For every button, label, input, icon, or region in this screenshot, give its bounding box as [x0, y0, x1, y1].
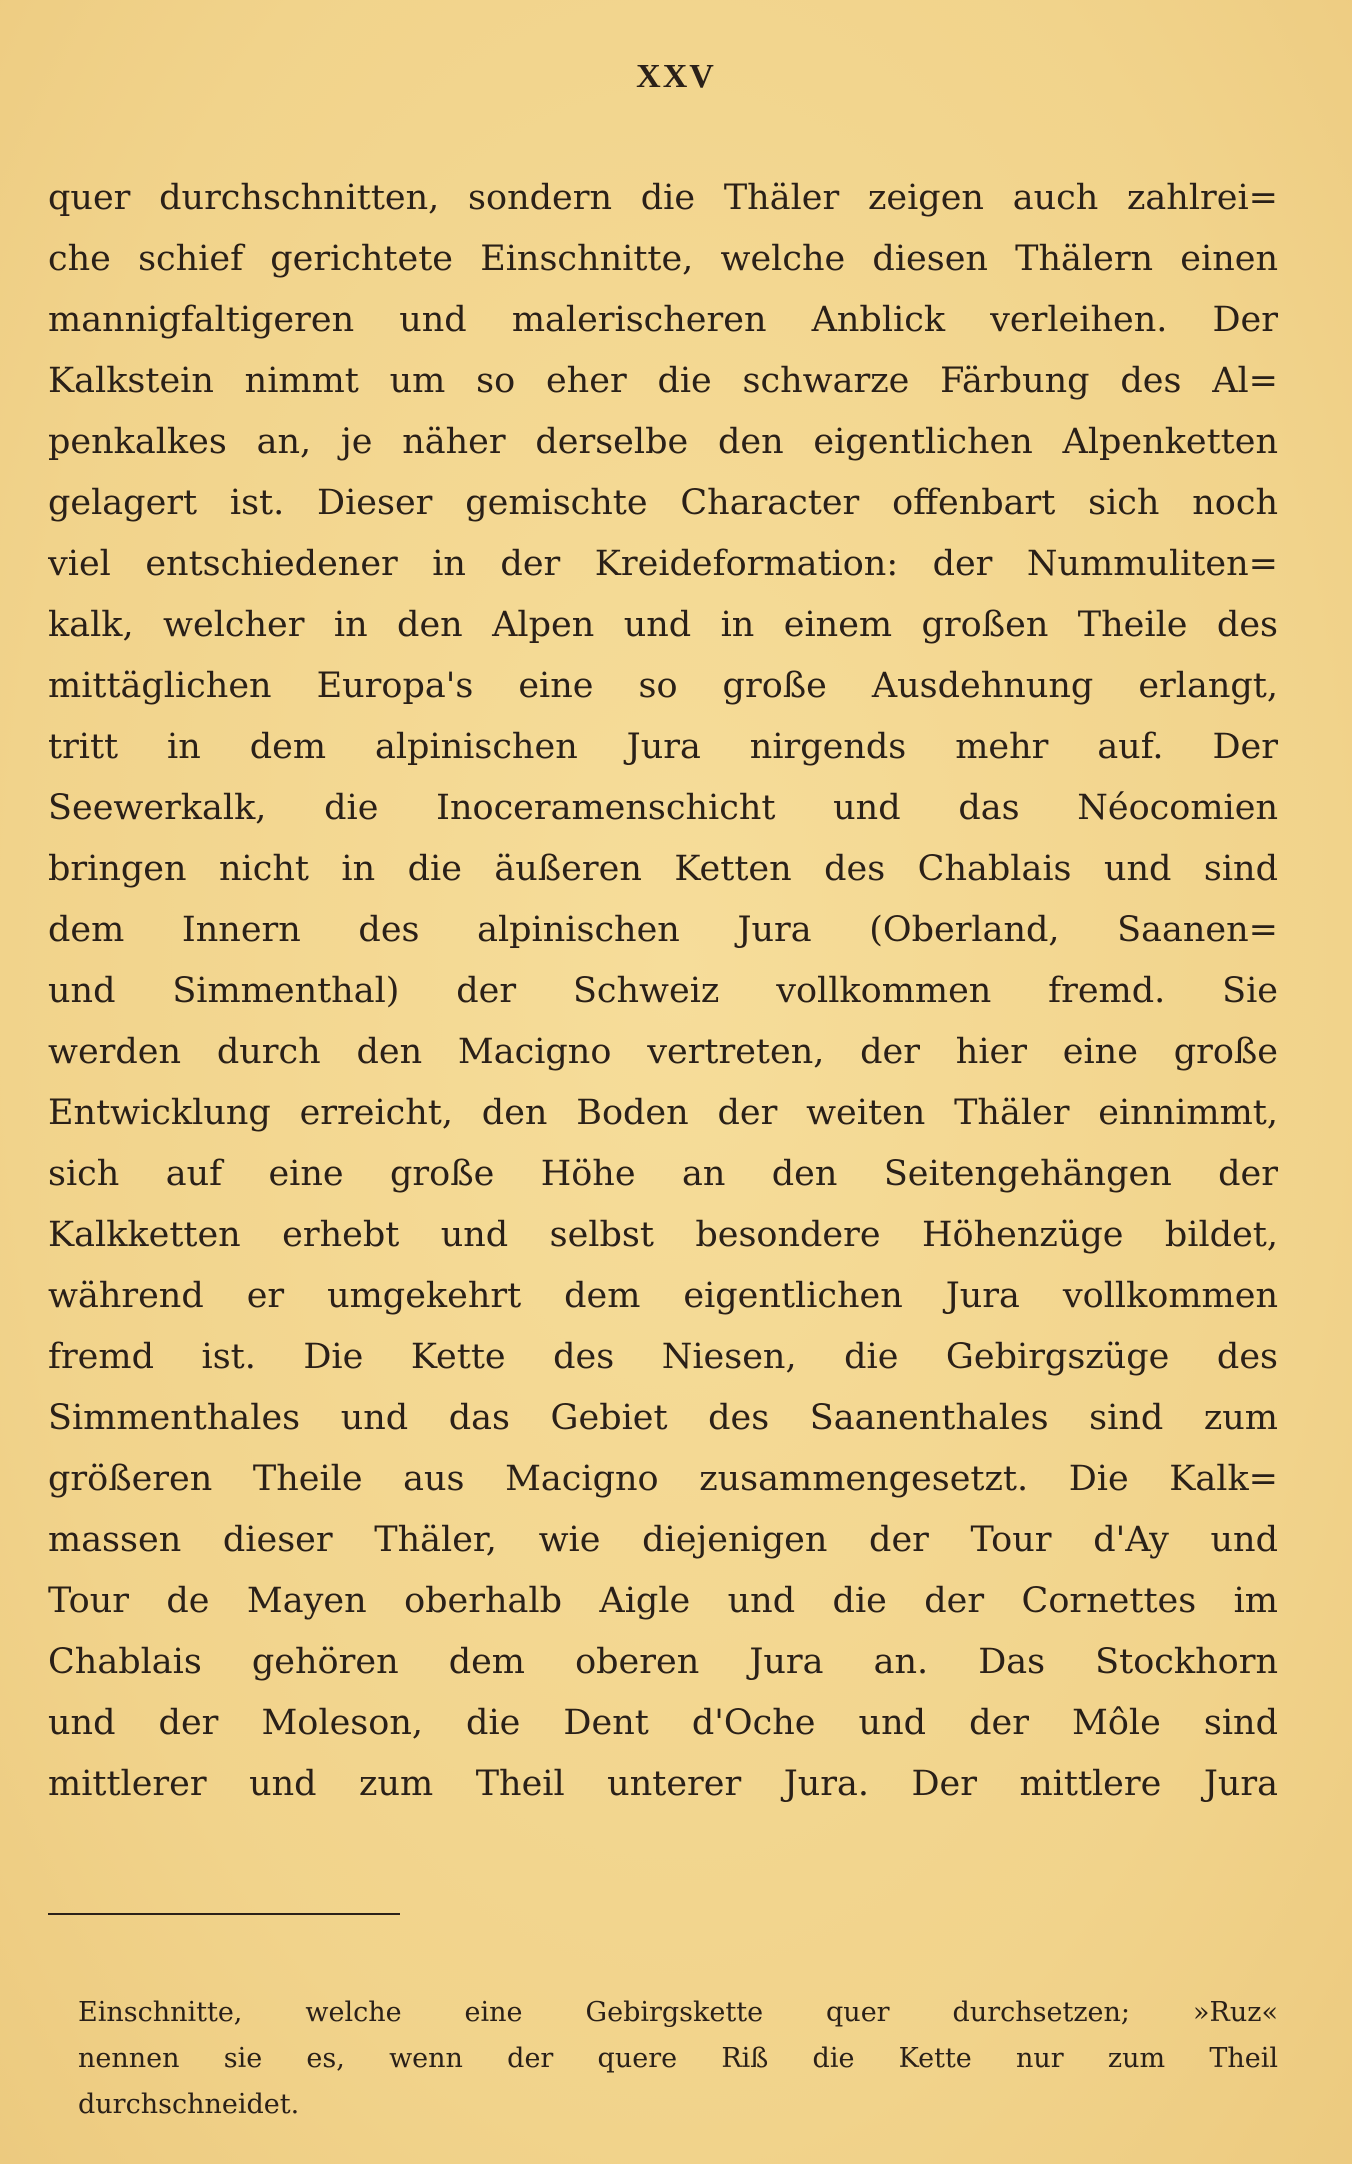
- text-line: massen dieser Thäler, wie diejenigen der Tour d'Ay und: [48, 1520, 1278, 1560]
- text-line: che schief gerichtete Einschnitte, welche diesen Thälern einen: [48, 239, 1278, 279]
- text-line: mittäglichen Europa's eine so große Ausdehnung erlangt,: [48, 666, 1278, 706]
- text-line: werden durch den Macigno vertreten, der hier eine große: [48, 1032, 1278, 1072]
- text-line: quer durchschnitten, sondern die Thäler zeigen auch zahlrei=: [48, 178, 1278, 218]
- text-line: Entwicklung erreicht, den Boden der weiten Thäler einnimmt,: [48, 1093, 1278, 1133]
- footnote-line: durchschneidet.: [78, 2089, 300, 2120]
- text-line: Kalkstein nimmt um so eher die schwarze Färbung des Al=: [48, 361, 1278, 401]
- text-line: während er umgekehrt dem eigentlichen Jura vollkommen: [48, 1276, 1278, 1316]
- text-line: Chablais gehören dem oberen Jura an. Das Stockhorn: [48, 1642, 1278, 1682]
- text-line: sich auf eine große Höhe an den Seitengehängen der: [48, 1154, 1278, 1194]
- text-line: größeren Theile aus Macigno zusammengesetzt. Die Kalk=: [48, 1459, 1278, 1499]
- text-line: mannigfaltigeren und malerischeren Anblick verleihen. Der: [48, 300, 1278, 340]
- text-line: viel entschiedener in der Kreideformation: der Nummuliten=: [48, 544, 1278, 584]
- text-line: gelagert ist. Dieser gemischte Character offenbart sich noch: [48, 483, 1278, 523]
- text-line: und der Moleson, die Dent d'Oche und der Môle sind: [48, 1703, 1278, 1743]
- body-text: [48, 168, 1278, 1815]
- text-line: tritt in dem alpinischen Jura nirgends mehr auf. Der: [48, 727, 1278, 767]
- text-line: dem Innern des alpinischen Jura (Oberland, Saanen=: [48, 910, 1278, 950]
- page-number: XXV: [636, 58, 716, 95]
- footnote: [78, 1990, 1278, 2128]
- text-line: bringen nicht in die äußeren Ketten des Chablais und sind: [48, 849, 1278, 889]
- text-line: Tour de Mayen oberhalb Aigle und die der Cornettes im: [48, 1581, 1278, 1621]
- text-line: Simmenthales und das Gebiet des Saanenthales sind zum: [48, 1398, 1278, 1438]
- text-line: fremd ist. Die Kette des Niesen, die Gebirgszüge des: [48, 1337, 1278, 1377]
- footnote-line: Einschnitte, welche eine Gebirgskette quer durchsetzen; »Ruz«: [78, 1997, 1278, 2028]
- text-line: penkalkes an, je näher derselbe den eigentlichen Alpenketten: [48, 422, 1278, 462]
- text-line: mittlerer und zum Theil unterer Jura. Der mittlere Jura: [48, 1764, 1278, 1804]
- text-line: und Simmenthal) der Schweiz vollkommen fremd. Sie: [48, 971, 1278, 1011]
- text-line: kalk, welcher in den Alpen und in einem großen Theile des: [48, 605, 1278, 645]
- text-line: Kalkketten erhebt und selbst besondere Höhenzüge bildet,: [48, 1215, 1278, 1255]
- footnote-line: nennen sie es, wenn der quere Riß die Kette nur zum Theil: [78, 2043, 1278, 2074]
- footnote-divider: [48, 1913, 400, 1915]
- text-line: Seewerkalk, die Inoceramenschicht und das Néocomien: [48, 788, 1278, 828]
